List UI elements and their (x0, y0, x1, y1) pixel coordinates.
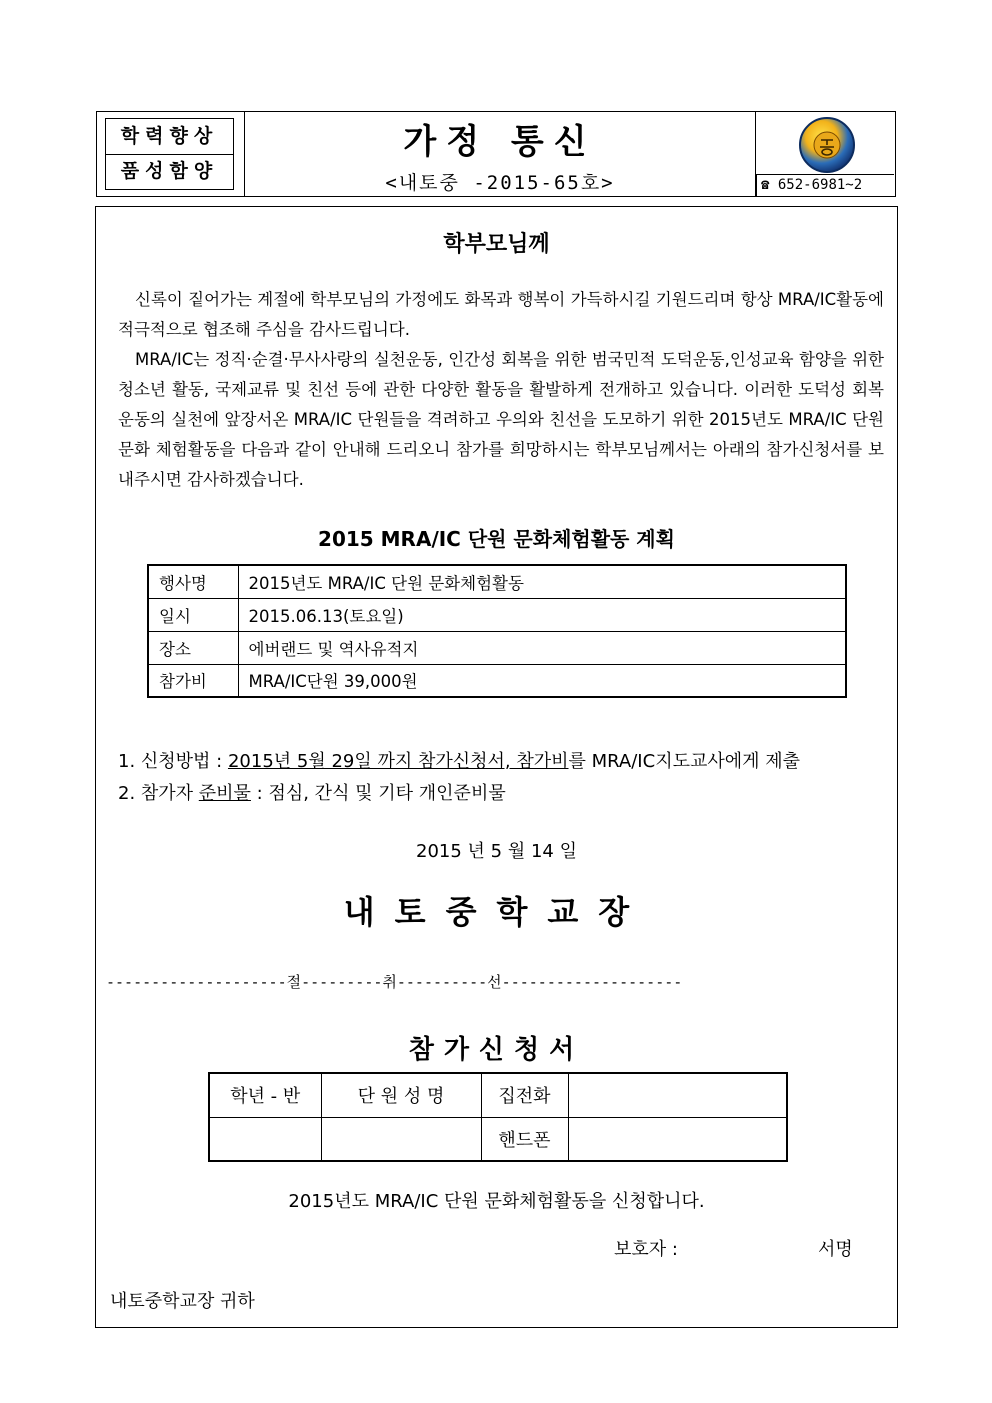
plan-value: 에버랜드 및 역사유적지 (238, 631, 846, 664)
table-row (148, 631, 846, 664)
plan-title: 2015 MRA/IC 단원 문화체험활동 계획 (318, 527, 675, 551)
sign-label: 서명 (818, 1239, 853, 1260)
telephone-icon: ☎ (761, 177, 770, 193)
supplies (118, 779, 506, 805)
table-row (148, 598, 846, 631)
plan-key: 참가비 (148, 664, 238, 697)
principal-signature: 내토중학교장 (343, 893, 650, 931)
cut-line: --------------------절---------취----------선-------------------- (106, 973, 683, 991)
addressee: 내토중학교장 귀하 (110, 1291, 255, 1312)
deadline-text: 2015년 5월 29일 까지 참가신청서, 참가비 (227, 751, 569, 772)
page-title: 가정 통신 (403, 122, 597, 162)
item1-suffix: 를 MRA/IC지도교사에게 제출 (568, 751, 801, 772)
item2-suffix: : 점심, 간식 및 기타 개인준비물 (250, 783, 506, 804)
motto-box (105, 118, 234, 190)
greeting: 학부모님께 (443, 231, 550, 257)
phone-text: 652-6981~2 (777, 177, 863, 193)
table-row (209, 1117, 787, 1161)
application-title: 참가신청서 (408, 1035, 585, 1065)
application-method (118, 747, 800, 773)
letter-date: 2015 년 5 월 14 일 (416, 841, 577, 862)
letter-header (96, 111, 896, 197)
plan-key: 일시 (148, 598, 238, 631)
guardian-label: 보호자 : (614, 1239, 678, 1260)
letter-body (95, 206, 898, 1328)
grade-class-field[interactable] (209, 1117, 321, 1161)
plan-key: 행사명 (148, 565, 238, 598)
apply-statement: 2015년도 MRA/IC 단원 문화체험활동을 신청합니다. (288, 1191, 705, 1212)
header-motto-cell (97, 112, 245, 196)
member-name-field[interactable] (321, 1117, 481, 1161)
plan-table (147, 564, 847, 698)
table-row (148, 664, 846, 697)
table-row (209, 1073, 787, 1117)
phone-number (756, 174, 894, 196)
supplies-label: 준비물 (198, 783, 251, 804)
header-logo-cell (755, 112, 895, 196)
motto-academic: 학력향상 (106, 119, 233, 155)
plan-key: 장소 (148, 631, 238, 664)
issue-number: <내토중 -2015-65호> (385, 172, 615, 194)
table-row (148, 565, 846, 598)
application-table (208, 1072, 788, 1162)
item2-prefix: 2. 참가자 (118, 783, 199, 804)
paragraph-2: MRA/IC는 정직·순결·무사사랑의 실천운동, 인간성 회복을 위한 범국민적 도덕운동,인성교육 함양을 위한 청소년 활동, 국제교류 및 친선 등에 관한 다양한 활동을 활발하게 전개하고 있습니다. 이러한 도덕성 회복 운동의 실천에 앞장서온 MRA/IC 단원들을 격려하고 우의와 친선을 도모하기 위한 2015년도 MRA/IC 단원 문화 체험활동을 다음과 같이 안내해 드리오니 참가를 희망하시는 학부모님께서는 아래의 참가신청서를 보내주시면 감사하겠습니다. (118, 350, 884, 489)
home-phone-field[interactable] (568, 1073, 787, 1117)
plan-value: 2015.06.13(토요일) (238, 598, 846, 631)
mobile-label: 핸드폰 (481, 1117, 568, 1161)
school-emblem-icon (798, 116, 856, 174)
motto-character: 품성함양 (120, 160, 219, 182)
home-phone-label: 집전화 (481, 1073, 568, 1117)
mobile-field[interactable] (568, 1117, 787, 1161)
plan-value: MRA/IC단원 39,000원 (238, 664, 846, 697)
member-name-header: 단 원 성 명 (321, 1073, 481, 1117)
paragraph-1: 신록이 짙어가는 계절에 학부모님의 가정에도 화목과 행복이 가득하시길 기원드리며 항상 MRA/IC활동에 적극적으로 협조해 주심을 감사드립니다. (118, 290, 884, 339)
grade-class-header: 학년 - 반 (209, 1073, 321, 1117)
plan-value: 2015년도 MRA/IC 단원 문화체험활동 (238, 565, 846, 598)
item1-prefix: 1. 신청방법 : (118, 751, 228, 772)
